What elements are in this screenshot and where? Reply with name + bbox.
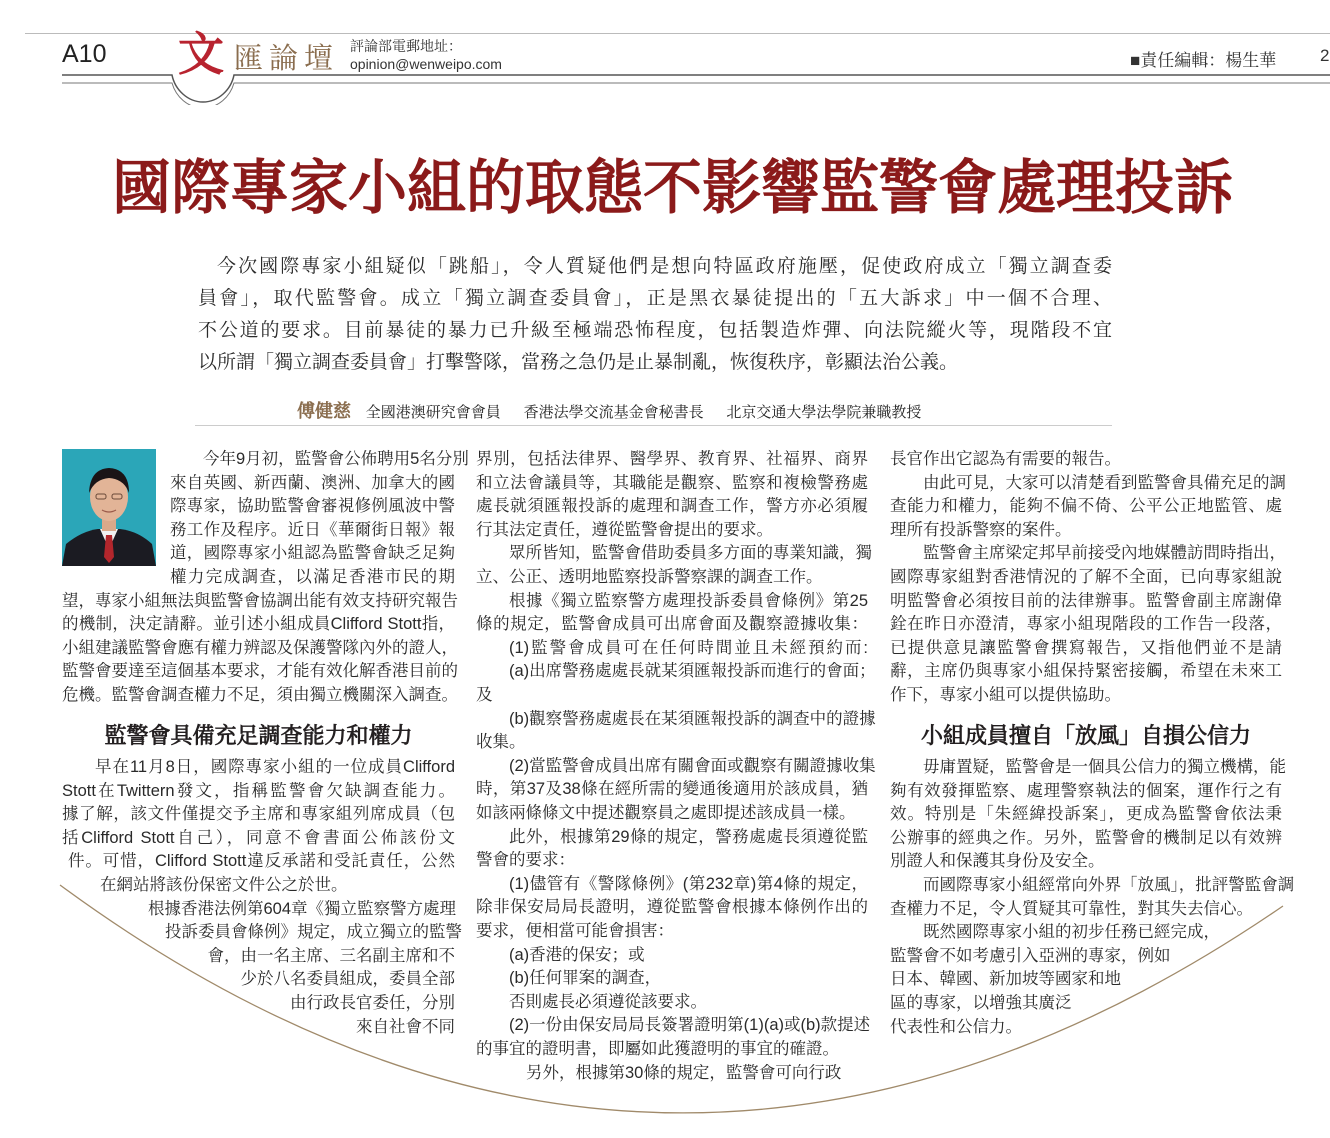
newspaper-logo: 文 <box>178 27 224 81</box>
text-line: 件。可惜，Clifford Stott違反承諾和受託責任，公然 <box>68 852 455 871</box>
text-line: (1)儘管有《警隊條例》(第232章)第4條的規定， <box>509 874 868 893</box>
text-line: 而國際專家小組經常向外界「放風」，批評警監會調 <box>923 876 1295 894</box>
byline-rule <box>195 425 1112 426</box>
author-name: 傅健慈 <box>297 401 351 422</box>
text-line: 否則處長必須遵從該要求。 <box>509 992 707 1011</box>
text-line: 會，由一名主席、三名副主席和不 <box>207 946 455 965</box>
text-line: 立、公正、透明地監察投訴警察課的調查工作。 <box>476 568 823 586</box>
text-line: 區的專家，以增強其廣泛 <box>890 994 1072 1012</box>
intro-line: 今次國際專家小組疑似「跳船」，令人質疑他們是想向特區政府施壓，促使政府成立「獨立調查委 <box>217 256 1112 277</box>
headline: 國際專家小組的取態不影響監警會處理投訴 <box>111 153 1233 222</box>
text-line: 括Clifford Stott自己），同意不會書面公佈該份文 <box>62 828 455 847</box>
text-line: 小組建議監警會應有權力辨認及保護警隊內外的證人， <box>62 638 458 657</box>
author-photo <box>62 449 156 566</box>
author-byline <box>297 397 939 423</box>
text-line: 道，國際專家小組認為監警會缺乏足夠 <box>170 544 455 563</box>
text-line: (2)一份由保安局局長簽署證明第(1)(a)或(b)款提述 <box>509 1016 871 1035</box>
text-line: 行其法定責任，遵從監警會提出的要求。 <box>476 520 773 539</box>
text-line: 毋庸置疑，監警會是一個具公信力的獨立機構，能 <box>923 758 1286 776</box>
contact-email[interactable]: opinion@wenweipo.com <box>350 56 502 72</box>
text-line: 及 <box>476 686 493 704</box>
text-line: 公辦事的經典之作。另外，監警會的機制足以有效辨 <box>890 828 1282 847</box>
contact-label: 評論部電郵地址： <box>350 38 462 54</box>
page-number-partial: 2 <box>1320 46 1330 65</box>
text-line: 眾所皆知，監警會借助委員多方面的專業知識，獨 <box>509 544 872 563</box>
text-line: 監警會不如考慮引入亞洲的專家，例如 <box>890 946 1171 965</box>
text-line: 國際專家組對香港情況的了解不全面，已向專家組說 <box>890 568 1282 586</box>
text-line: 作下，專家小組可以提供協助。 <box>890 686 1121 704</box>
text-line: 條的規定，監警會成員可出席會面及觀察證據收集： <box>476 615 868 634</box>
text-line: 的機制，決定請辭。並引述小組成員Clifford Stott指， <box>62 615 455 634</box>
text-line: (1)監警會成員可在任何時間並且未經預約而: <box>509 638 868 657</box>
intro-line: 員會」，取代監警會。成立「獨立調查委員會」，正是黑衣暴徒提出的「五大訴求」中一個不合理、 <box>198 288 1112 309</box>
text-line: 來自社會不同 <box>356 1017 455 1036</box>
text-line: (b)觀察警務處處長在某須匯報投訴的調查中的證據 <box>509 709 876 728</box>
text-line: 時，第37及38條在經所需的變通後適用於該成員，猶 <box>476 780 868 799</box>
text-line: 理所有投訴警察的案件。 <box>890 520 1072 539</box>
text-line: Stott在Twittern發文，指稱監警會欠缺調查能力。 <box>62 781 455 800</box>
text-line: 際專家，協助監警會審視修例風波中警 <box>170 497 455 516</box>
text-line: 銓在昨日亦澄清，專家小組現階段的工作告一段落， <box>890 615 1282 634</box>
text-line: 監警會要達至這個基本要求，才能有效化解香港目前的 <box>62 662 458 681</box>
text-line: 效。特別是「朱經緯投訴案」，更成為監警會依法秉 <box>890 805 1282 824</box>
text-line: (2)當監警會成員出席有關會面或觀察有關證據收集 <box>509 756 876 775</box>
text-line: 別證人和保護其身份及安全。 <box>890 852 1105 871</box>
subheading-1: 監警會具備充足調查能力和權力 <box>104 723 413 748</box>
text-line: 由此可見，大家可以清楚看到監警會具備充足的調 <box>923 473 1286 492</box>
text-line: 的事宜的證明書，即屬如此獲證明的事宜的確證。 <box>476 1040 839 1058</box>
text-line: 在網站將該份保密文件公之於世。 <box>100 876 348 894</box>
text-line: 來自英國、新西蘭、澳洲、加拿大的國 <box>170 473 455 492</box>
text-line: 明監警會必須按目前的法律辦事。監警會副主席謝偉 <box>890 591 1282 610</box>
text-line: 已提供意見讓監警會撰寫報告，又指他們並不是請 <box>890 638 1282 657</box>
author-title: 全國港澳研究會會員 <box>365 403 501 421</box>
text-line: 根據香港法例第604章《獨立監察警方處理 <box>148 899 457 918</box>
text-line: 危機。監警會調查權力不足，須由獨立機關深入調查。 <box>62 686 458 704</box>
text-line: 另外，根據第30條的規定，監警會可向行政 <box>526 1063 842 1082</box>
text-line: 權力完成調查，以滿足香港市民的期 <box>170 568 455 586</box>
text-line: 界別，包括法律界、醫學界、教育界、社福界、商界 <box>476 450 868 468</box>
text-line: 夠有效發揮監察、處理警察執法的個案，運作行之有 <box>890 781 1282 800</box>
text-line: 和立法會議員等，其職能是觀察、監察和複檢警務處 <box>476 473 868 492</box>
subheading-2: 小組成員擅自「放風」自損公信力 <box>920 723 1251 748</box>
text-line: 據了解，該文件僅提交予主席和專家組列席成員（包 <box>62 805 455 824</box>
author-title: 北京交通大學法學院兼職教授 <box>726 403 922 421</box>
text-line: 代表性和公信力。 <box>890 1017 1022 1036</box>
text-line: (a)香港的保安；或 <box>509 945 645 964</box>
author-title: 香港法學交流基金會秘書長 <box>523 403 704 421</box>
text-line: 收集。 <box>476 733 526 752</box>
section-name: 匯論壇 <box>234 41 340 75</box>
text-line: 根據《獨立監察警方處理投訴委員會條例》第25 <box>509 591 868 610</box>
text-line: 既然國際專家小組的初步任務已經完成， <box>923 923 1220 942</box>
text-line: 今年9月初，監警會公佈聘用5名分別 <box>203 450 469 468</box>
intro-line: 以所謂「獨立調查委員會」打擊警隊，當務之急仍是止暴制亂，恢復秩序，彰顯法治公義。 <box>198 352 959 373</box>
page-number: A10 <box>62 40 107 68</box>
text-line: 早在11月8日，國際專家小組的一位成員Clifford <box>95 758 455 776</box>
text-line: 查能力和權力，能夠不偏不倚、公平公正地監管、處 <box>890 497 1282 516</box>
text-line: 監警會主席梁定邦早前接受內地媒體訪問時指出， <box>923 544 1286 563</box>
text-line: 如該兩條條文中提述觀察員之處即提述該成員一樣。 <box>476 804 856 822</box>
text-line: 處長就須匯報投訴的處理和調查工作，警方亦必須履 <box>476 497 868 516</box>
header-double-rule <box>0 60 1330 105</box>
text-line: (a)出席警務處處長就某須匯報投訴而進行的會面； <box>509 662 876 681</box>
text-line: 查權力不足，令人質疑其可靠性，對其失去信心。 <box>890 899 1253 918</box>
text-line: 少於八名委員組成，委員全部 <box>240 970 455 989</box>
text-line: 警會的要求： <box>476 851 575 870</box>
text-line: 務工作及程序。近日《華爾街日報》報 <box>170 520 455 539</box>
text-line: 辭，主席仍與專家小組保持緊密接觸，希望在未來工 <box>890 662 1282 681</box>
editor-credit: ■責任編輯：楊生華 <box>1130 51 1277 70</box>
text-line: 長官作出它認為有需要的報告。 <box>890 450 1121 468</box>
text-line: 由行政長官委任，分別 <box>290 994 455 1012</box>
text-line: 日本、韓國、新加坡等國家和地 <box>890 970 1121 989</box>
intro-line: 不公道的要求。目前暴徒的暴力已升級至極端恐怖程度，包括製造炸彈、向法院縱火等，現階段不宜 <box>198 320 1112 341</box>
text-line: (b)任何罪案的調查， <box>509 969 662 988</box>
text-line: 此外，根據第29條的規定，警務處處長須遵從監 <box>509 827 868 846</box>
text-line: 望，專家小組無法與監警會協調出能有效支持研究報告 <box>62 591 458 610</box>
text-line: 要求，便相當可能會損害： <box>476 922 674 940</box>
text-line: 除非保安局局長證明，遵從監警會根據本條例作出的 <box>476 898 868 917</box>
text-line: 投訴委員會條例》規定，成立獨立的監警 <box>165 923 462 942</box>
